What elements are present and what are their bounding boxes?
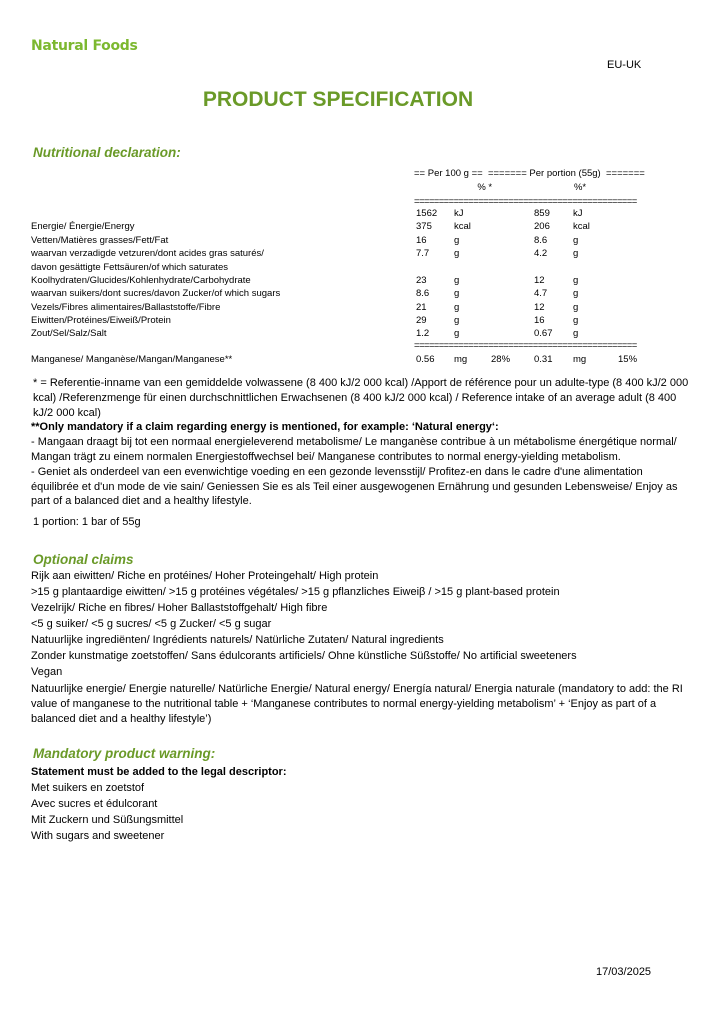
row-label: Vetten/Matières grasses/Fett/Fat [31, 235, 169, 246]
value-per-portion: 4.7 [534, 288, 548, 299]
claims-heading: Optional claims [33, 552, 134, 567]
energy-claim: Natuurlijke energie/ Energie naturelle/ Natürliche Energie/ Natural energy/ Energía natural/ Energia naturale (mandatory to add: the RI value of manganese to the nutritional table + ‘Manganese contributes to normal energy-yielding metabolism’ + ‘Enjoy as part of a balanced diet and a healthy lifestyle’) [31, 683, 683, 725]
percent-per-100g: 28% [491, 354, 511, 365]
unit-per-portion: g [573, 315, 579, 326]
claim-item: Rijk aan eiwitten/ Riche en protéines/ Hoher Proteingehalt/ High protein [31, 570, 379, 582]
value-per-100g: 21 [416, 302, 427, 313]
row-label: waarvan suikers/dont sucres/davon Zucker/of which sugars [31, 288, 281, 299]
table-row [31, 221, 671, 235]
page-title: PRODUCT SPECIFICATION [202, 88, 474, 111]
table-row [31, 235, 671, 249]
table-row [31, 262, 671, 276]
row-label: Zout/Sel/Salz/Salt [31, 328, 107, 339]
unit-per-100g: g [454, 235, 460, 246]
table-header-line: == Per 100 g == ======= Per portion (55g) ======= [414, 168, 645, 179]
value-per-100g: 23 [416, 275, 427, 286]
warning-heading: Mandatory product warning: [33, 746, 216, 761]
region-label: EU-UK [607, 59, 642, 71]
unit-per-100g: g [454, 315, 460, 326]
mandatory-note: **Only mandatory if a claim regarding energy is mentioned, for example: ‘Natural energy‘: [31, 421, 499, 434]
value-per-100g: 29 [416, 315, 427, 326]
table-row [31, 288, 671, 302]
warning-line: With sugars and sweetener [31, 830, 165, 842]
table-row-manganese [31, 354, 671, 368]
claim-item: <5 g suiker/ <5 g sucres/ <5 g Zucker/ <5 g sugar [31, 618, 272, 630]
value-per-portion: 0.67 [534, 328, 553, 339]
table-row [31, 302, 671, 316]
reference-intake-note: * = Referentie-inname van een gemiddelde volwassene (8 400 kJ/2 000 kcal) /Apport de référence pour un adulte-type (8 400 kJ/2 000 kcal) /Referenzmenge für einen durchschnittlichen Erwachsenen (8 400 kJ/2 000 kcal) / Reference intake of an average adult (8 400 kJ/2 000 kcal) [33, 377, 689, 419]
value-per-100g: 375 [416, 221, 432, 232]
value-per-portion: 16 [534, 315, 545, 326]
table-row [31, 315, 671, 329]
value-per-100g: 1562 [416, 208, 438, 219]
unit-per-100g: kcal [454, 221, 471, 232]
brand-logo: Natural Foods [31, 38, 138, 54]
unit-per-100g: g [454, 302, 460, 313]
warning-line: Avec sucres et édulcorant [31, 798, 158, 810]
portion-note: 1 portion: 1 bar of 55g [33, 516, 141, 528]
percent-per-portion: 15% [618, 354, 638, 365]
value-per-portion: 0.31 [534, 354, 553, 365]
unit-per-100g: g [454, 248, 460, 259]
claim-item: Zonder kunstmatige zoetstoffen/ Sans édulcorants artificiels/ Ohne künstliche Süßstoffe/ No artificial sweeteners [31, 650, 577, 662]
claim-item: >15 g plantaardige eiwitten/ >15 g protéines végétales/ >15 g pflanzliches Eiweiβ / >15 g plant-based protein [31, 586, 560, 598]
notes-block [31, 376, 691, 509]
value-per-portion: 859 [534, 208, 550, 219]
value-per-100g: 0.56 [416, 354, 435, 365]
manganese-note: - Mangaan draagt bij tot een normaal energieleverend metabolisme/ Le manganèse contribue à un métabolisme énergétique normal/ Mangan trägt zu einem normalen Energiestoffwechsel bei/ Manganese contributes to normal energy-yielding metabolism. [31, 436, 677, 463]
claim-item: Vegan [31, 666, 63, 678]
unit-per-portion: g [573, 235, 579, 246]
value-per-portion: 206 [534, 221, 550, 232]
value-per-portion: 8.6 [534, 235, 548, 246]
row-label: Energie/ Énergie/Energy [31, 221, 135, 232]
unit-per-portion: g [573, 328, 579, 339]
value-per-100g: 1.2 [416, 328, 430, 339]
table-row [31, 275, 671, 289]
row-label: Vezels/Fibres alimentaires/Ballaststoffe/Fibre [31, 302, 221, 313]
unit-per-100g: mg [454, 354, 468, 365]
enjoy-note: - Geniet als onderdeel van een evenwichtige voeding en een gezonde levensstijl/ Profitez-en dans le cadre d'une alimentation équilibrée et d'un mode de vie sain/ Geniessen Sie es als Teil einer ausgewogenen Ernährung und gesunden Lebensweise/ Enjoy as part of a balanced diet and a healthy lifestyle. [31, 465, 678, 508]
unit-per-100g: kJ [454, 208, 464, 219]
unit-per-portion: g [573, 288, 579, 299]
warning-line: Mit Zuckern und Süßungsmittel [31, 814, 184, 826]
table-header-percent: % * %* [414, 182, 587, 193]
unit-per-100g: g [454, 275, 460, 286]
unit-per-portion: kJ [573, 208, 583, 219]
row-label: Manganese/ Manganèse/Mangan/Manganese** [31, 354, 233, 365]
unit-per-portion: mg [573, 354, 587, 365]
row-label: davon gesättigte Fettsäuren/of which saturates [31, 262, 228, 273]
table-row [31, 208, 671, 222]
value-per-portion: 12 [534, 302, 545, 313]
table-divider: ============================================= [414, 340, 637, 351]
warning-line: Met suikers en zoetstof [31, 782, 145, 794]
value-per-portion: 4.2 [534, 248, 548, 259]
nutrition-heading: Nutritional declaration: [33, 145, 181, 160]
unit-per-portion: kcal [573, 221, 590, 232]
row-label: Koolhydraten/Glucides/Kohlenhydrate/Carbohydrate [31, 275, 251, 286]
unit-per-100g: g [454, 328, 460, 339]
unit-per-100g: g [454, 288, 460, 299]
unit-per-portion: g [573, 302, 579, 313]
claim-item: Natuurlijke ingrediënten/ Ingrédients naturels/ Natürliche Zutaten/ Natural ingredients [31, 634, 444, 646]
table-divider: ============================================= [414, 196, 637, 207]
unit-per-portion: g [573, 248, 579, 259]
value-per-portion: 12 [534, 275, 545, 286]
table-row [31, 248, 671, 262]
unit-per-portion: g [573, 275, 579, 286]
row-label: waarvan verzadigde vetzuren/dont acides gras saturés/ [31, 248, 264, 259]
claim-item: Vezelrijk/ Riche en fibres/ Hoher Ballaststoffgehalt/ High fibre [31, 602, 328, 614]
warning-statement: Statement must be added to the legal descriptor: [31, 766, 287, 778]
value-per-100g: 8.6 [416, 288, 430, 299]
row-label: Eiwitten/Protéines/Eiweiß/Protein [31, 315, 171, 326]
document-date: 17/03/2025 [596, 966, 652, 978]
value-per-100g: 16 [416, 235, 427, 246]
value-per-100g: 7.7 [416, 248, 430, 259]
